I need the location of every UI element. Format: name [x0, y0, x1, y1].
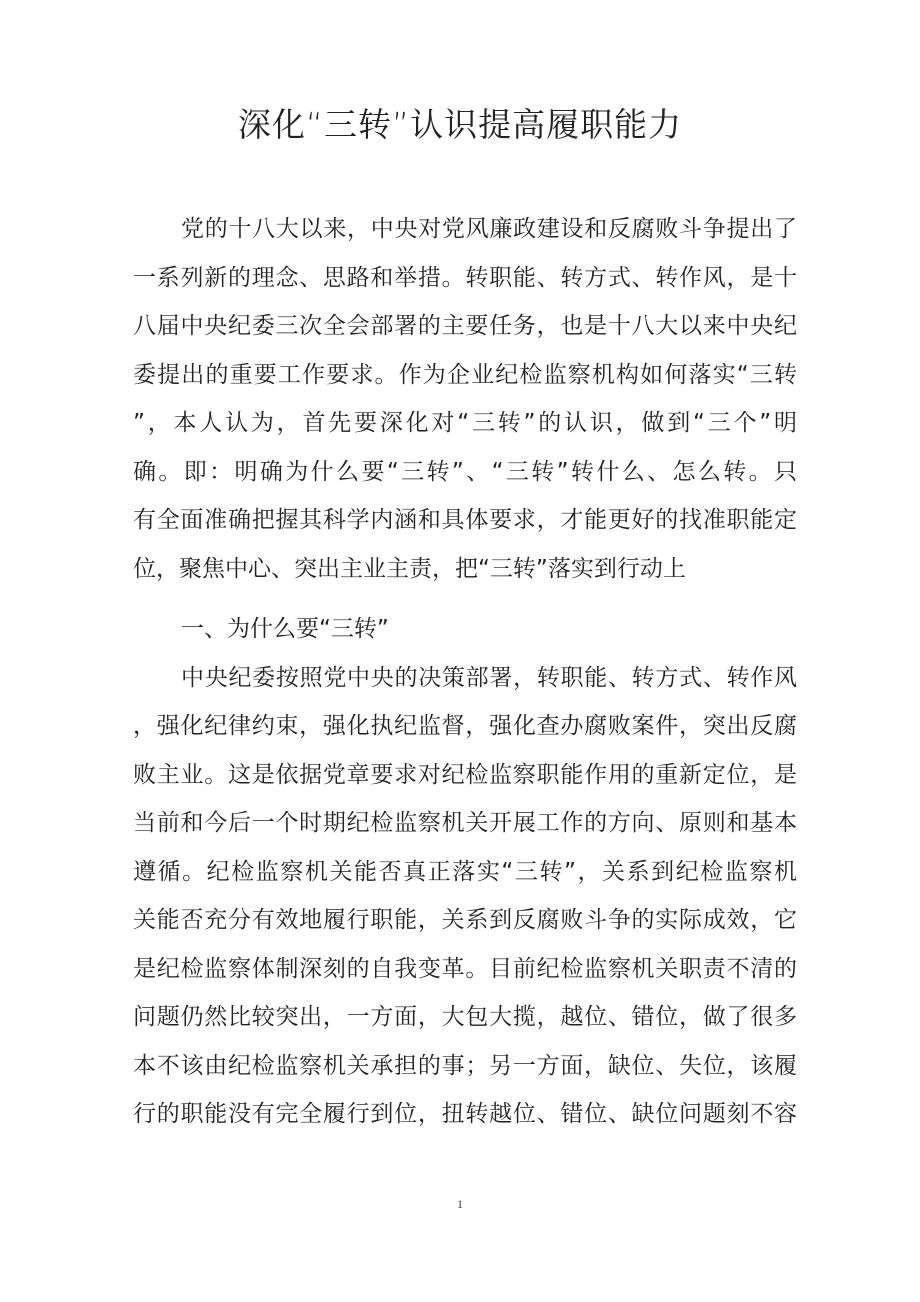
text-line: 败主业。这是依据党章要求对纪检监察职能作用的重新定位，是	[133, 761, 797, 788]
text-line: 遵循。纪检监察机关能否真正落实“三转”，关系到纪检监察机	[133, 858, 797, 885]
text-line: 委提出的重要工作要求。作为企业纪检监察机构如何落实“三转	[133, 361, 797, 388]
text-line: ”，本人认为，首先要深化对“三转”的认识，做到“三个”明	[133, 410, 797, 436]
text-line: 是纪检监察体制深刻的自我变革。目前纪检监察机关职责不清的	[133, 955, 797, 982]
text-line: 关能否充分有效地履行职能，关系到反腐败斗争的实际成效，它	[133, 907, 797, 933]
text-line: 当前和今后一个时期纪检监察机关开展工作的方向、原则和基本	[133, 810, 797, 836]
text-line: 中央纪委按照党中央的决策部署，转职能、转方式、转作风	[181, 664, 797, 691]
paragraph-section-one	[133, 654, 797, 1139]
text-line: 行的职能没有完全履行到位，扭转越位、错位、缺位问题刻不容	[133, 1101, 797, 1127]
text-line: 一系列新的理念、思路和举措。转职能、转方式、转作风，是十	[133, 264, 797, 291]
text-line: 党的十八大以来，中央对党风廉政建设和反腐败斗争提出了	[181, 216, 797, 242]
text-line: 本不该由纪检监察机关承担的事；另一方面，缺位、失位，该履	[133, 1052, 797, 1079]
text-line: ，强化纪律约束，强化执纪监督，强化查办腐败案件，突出反腐	[133, 713, 797, 739]
text-line: 有全面准确把握其科学内涵和具体要求，才能更好的找准职能定	[133, 507, 797, 533]
paragraph-intro	[133, 205, 797, 593]
text-line: 位，聚焦中心、突出主业主责，把“三转”落实到行动上	[133, 555, 686, 582]
page-number: 1	[457, 1197, 463, 1211]
text-line: 八届中央纪委三次全会部署的主要任务，也是十八大以来中央纪	[133, 313, 797, 339]
text-line: 问题仍然比较突出，一方面，大包大揽，越位、错位，做了很多	[133, 1004, 797, 1030]
document-body	[133, 205, 797, 1139]
section-heading	[133, 605, 797, 654]
paragraph-spacer	[133, 593, 797, 605]
heading-text: 一、为什么要“三转”	[181, 616, 389, 642]
text-line: 确。即：明确为什么要“三转”、“三转”转什么、怎么转。只	[133, 458, 797, 485]
document-title: 深化“三转”认识提高履职能力	[237, 105, 683, 144]
